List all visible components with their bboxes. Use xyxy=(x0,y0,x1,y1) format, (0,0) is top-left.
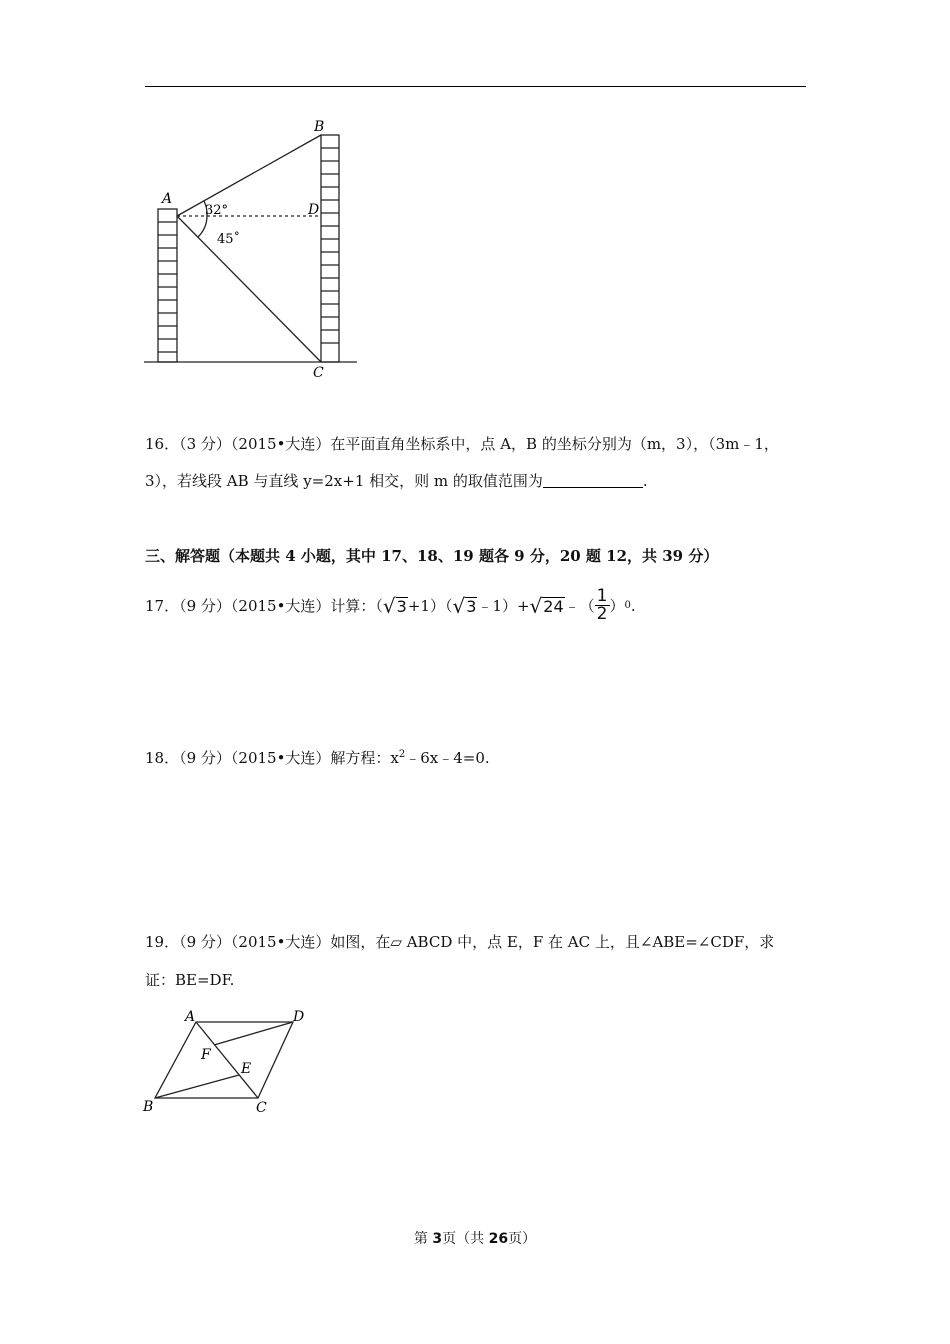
label-D2: D xyxy=(293,1009,305,1025)
left-building-floors xyxy=(158,222,177,352)
section-3-heading: 三、解答题（本题共 4 小题，其中 17、18、19 题各 9 分，20 题 12，共 39 分） xyxy=(145,547,719,565)
angle-32-label: 32° xyxy=(205,203,229,218)
q18-line: 18．（9 分）（2015•大连）解方程：$x^2﹣6x﹣4=0$. xyxy=(145,749,490,767)
label-B: B xyxy=(314,119,325,135)
sqrt-24: √ 24 xyxy=(529,593,564,618)
q17-line: 17．（9 分）（2015•大连）计算：（ √ 3 +1）（ √ 3 ﹣1）+ √ 24 ﹣（ $\frac{1}{2}$ ） 0 . xyxy=(145,586,636,624)
q16-line1: 16．（3 分）（2015•大连）在平面直角坐标系中，点 A，B 的坐标分别为（m，3），（3m﹣1， xyxy=(145,435,779,453)
parallelogram-figure xyxy=(140,1005,320,1120)
page-footer: 第 3页（共 26页） xyxy=(413,1231,537,1247)
label-C: C xyxy=(313,365,324,381)
sqrt-3-b: √ 3 xyxy=(452,593,477,618)
label-A2: A xyxy=(185,1009,196,1025)
label-C2: C xyxy=(256,1100,267,1116)
q16-line2: 3），若线段 AB 与直线 y=2x+1 相交，则 m 的取值范围为 . xyxy=(145,472,648,490)
fraction-one-half: $\frac{1}{2}$ xyxy=(596,586,608,624)
answer-blank[interactable] xyxy=(543,473,643,488)
label-A: A xyxy=(162,191,173,207)
q19-line2: 证：BE=DF. xyxy=(145,971,235,989)
header-rule xyxy=(145,86,806,87)
right-building-floors xyxy=(321,148,339,343)
label-B2: B xyxy=(143,1099,154,1115)
q19-line1: 19．（9 分）（2015•大连）如图，在▱ ABCD 中，点 E，F 在 AC 上，且∠ABE=∠CDF，求 xyxy=(145,933,775,951)
label-F: F xyxy=(201,1047,211,1063)
building-angle-figure xyxy=(140,115,370,385)
sqrt-3-a: √ 3 xyxy=(382,593,407,618)
label-E: E xyxy=(241,1061,252,1077)
label-D: D xyxy=(308,202,320,218)
angle-45-label: 45˚ xyxy=(217,232,241,247)
